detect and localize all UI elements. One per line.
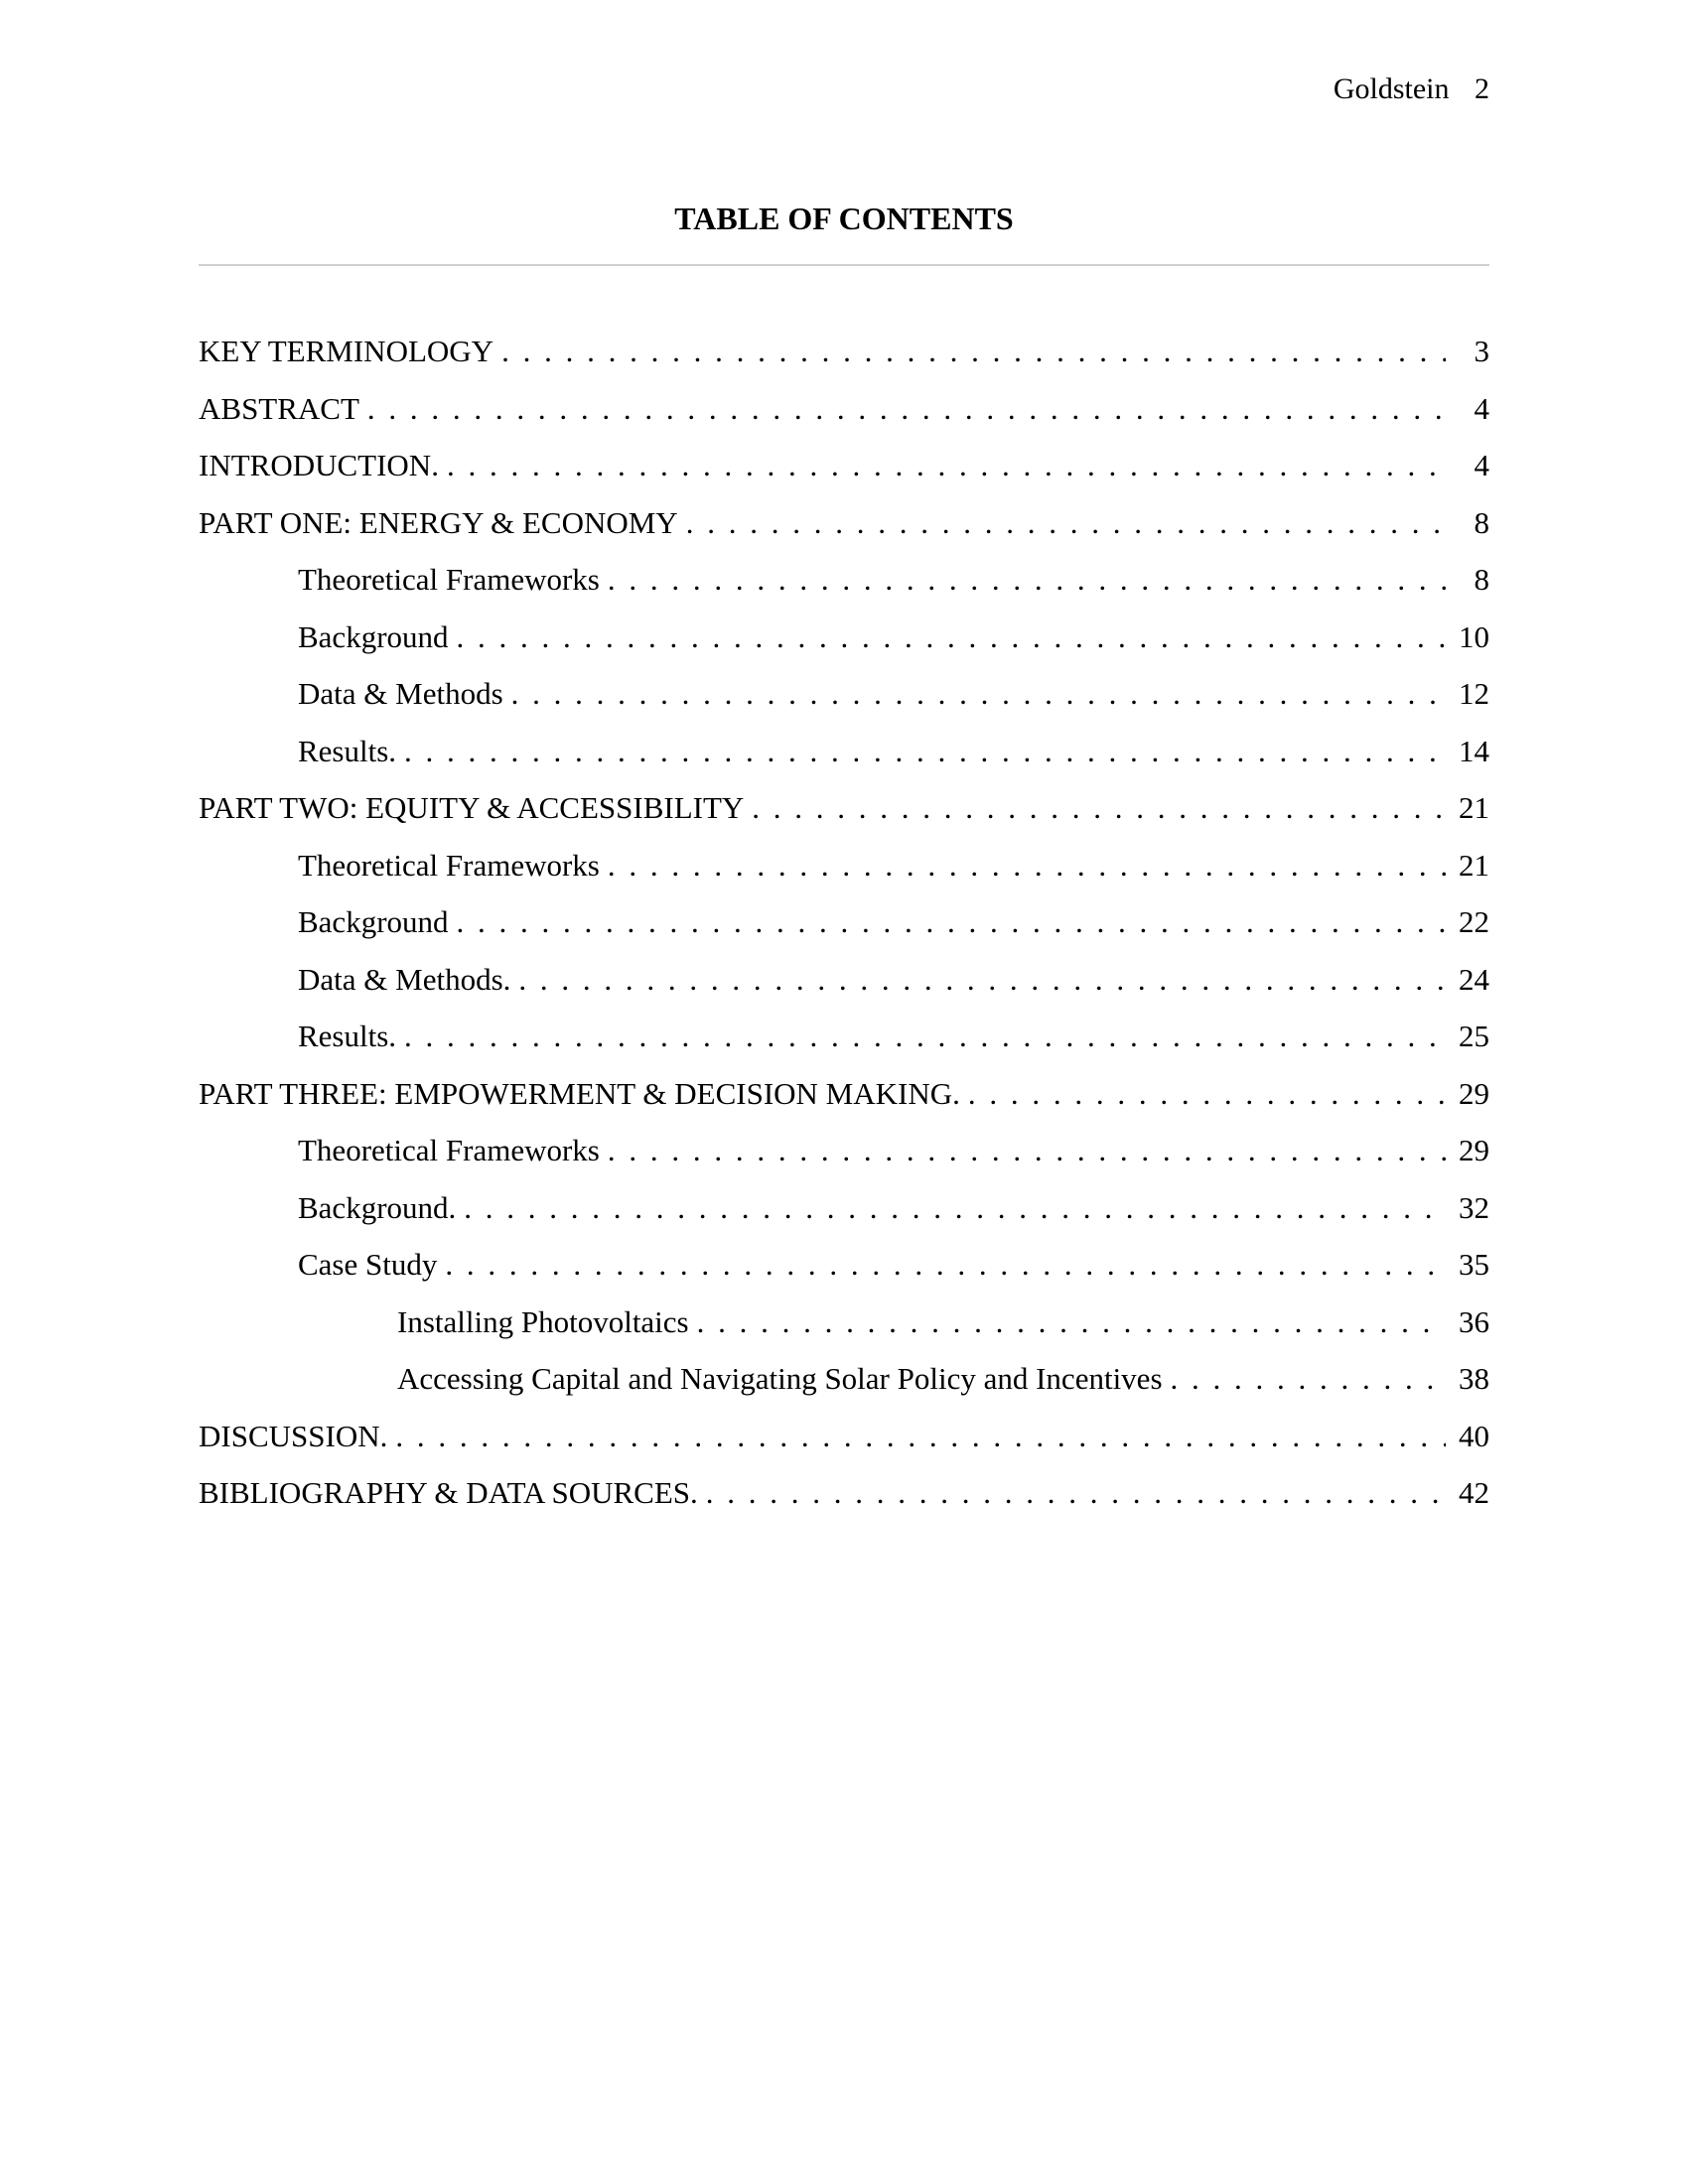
toc-list	[199, 330, 1489, 1529]
toc-entry-page: 29	[1459, 1075, 1489, 1111]
toc-entry-label: PART ONE: ENERGY & ECONOMY	[199, 504, 678, 540]
toc-entry[interactable]	[199, 786, 1489, 844]
toc-entry[interactable]	[199, 1243, 1489, 1300]
toc-entry-label: Theoretical Frameworks	[298, 562, 600, 597]
toc-entry-page: 22	[1459, 904, 1489, 939]
toc-entry[interactable]	[199, 1357, 1489, 1415]
toc-entry-label: Theoretical Frameworks	[298, 1133, 600, 1167]
toc-entry-page: 10	[1459, 618, 1489, 654]
toc-entry-page: 38	[1459, 1361, 1489, 1396]
page-header	[199, 69, 1489, 109]
toc-entry[interactable]	[199, 900, 1489, 958]
dot-leader	[449, 900, 1446, 944]
dot-leader	[437, 1243, 1446, 1287]
dot-leader	[493, 330, 1446, 373]
toc-entry-page: 3	[1474, 334, 1489, 368]
toc-entry-page: 12	[1459, 676, 1489, 711]
toc-entry-label: Data & Methods.	[298, 961, 511, 997]
dot-leader	[456, 1186, 1446, 1230]
toc-entry[interactable]	[199, 1015, 1489, 1072]
toc-entry[interactable]	[199, 444, 1489, 501]
toc-entry-label: Accessing Capital and Navigating Solar Policy and Incentives	[397, 1361, 1163, 1396]
dot-leader	[510, 958, 1446, 1002]
toc-entry-page: 25	[1459, 1019, 1489, 1053]
toc-entry[interactable]	[199, 1072, 1489, 1130]
toc-entry-label: Case Study	[298, 1247, 438, 1282]
header-author: Goldstein	[1333, 72, 1450, 105]
toc-entry-page: 21	[1459, 790, 1489, 825]
toc-entry-label: DISCUSSION.	[199, 1418, 388, 1453]
toc-title: TABLE OF CONTENTS	[674, 201, 1014, 236]
toc-entry-page: 4	[1474, 448, 1489, 482]
dot-leader	[744, 786, 1446, 830]
dot-leader	[960, 1072, 1446, 1116]
dot-leader	[600, 844, 1446, 887]
dot-leader	[689, 1300, 1446, 1344]
dot-leader	[449, 615, 1446, 659]
toc-entry-page: 40	[1459, 1418, 1489, 1453]
toc-entry-label: ABSTRACT	[199, 390, 359, 426]
title-divider	[199, 264, 1489, 266]
dot-leader	[396, 1015, 1446, 1058]
toc-entry-page: 35	[1459, 1247, 1489, 1282]
toc-entry-page: 24	[1459, 961, 1489, 997]
toc-entry[interactable]	[199, 330, 1489, 387]
toc-entry[interactable]	[199, 1300, 1489, 1358]
toc-entry-page: 32	[1459, 1189, 1489, 1225]
toc-entry-page: 14	[1459, 733, 1489, 768]
toc-entry-label: PART THREE: EMPOWERMENT & DECISION MAKING.	[199, 1075, 960, 1111]
toc-entry[interactable]	[199, 615, 1489, 673]
dot-leader	[600, 558, 1446, 602]
toc-entry-page: 29	[1459, 1133, 1489, 1167]
toc-entry-label: Background	[298, 618, 449, 654]
toc-entry-label: Background	[298, 904, 449, 939]
dot-leader	[600, 1129, 1446, 1172]
toc-entry[interactable]	[199, 672, 1489, 730]
toc-entry-label: Background.	[298, 1189, 457, 1225]
toc-entry-label: INTRODUCTION.	[199, 448, 439, 482]
toc-entry-label: Installing Photovoltaics	[397, 1303, 689, 1339]
toc-entry[interactable]	[199, 1186, 1489, 1244]
toc-entry-label: Results.	[298, 1019, 397, 1053]
header-page-number: 2	[1475, 72, 1489, 105]
toc-entry-page: 21	[1459, 847, 1489, 883]
dot-leader	[387, 1415, 1446, 1458]
toc-entry[interactable]	[199, 1129, 1489, 1186]
toc-entry[interactable]	[199, 730, 1489, 787]
dot-leader	[698, 1471, 1446, 1515]
dot-leader	[678, 501, 1446, 545]
toc-entry[interactable]	[199, 1471, 1489, 1529]
toc-entry[interactable]	[199, 844, 1489, 901]
toc-entry-label: KEY TERMINOLOGY	[199, 334, 494, 368]
toc-entry-label: BIBLIOGRAPHY & DATA SOURCES.	[199, 1475, 698, 1510]
toc-entry[interactable]	[199, 387, 1489, 445]
toc-entry[interactable]	[199, 958, 1489, 1016]
toc-entry[interactable]	[199, 558, 1489, 615]
toc-entry-page: 42	[1459, 1475, 1489, 1510]
dot-leader	[396, 730, 1446, 773]
toc-entry[interactable]	[199, 501, 1489, 559]
toc-entry-label: Theoretical Frameworks	[298, 847, 600, 883]
toc-entry-label: Data & Methods	[298, 676, 503, 711]
toc-entry-label: PART TWO: EQUITY & ACCESSIBILITY	[199, 790, 745, 825]
toc-entry-label: Results.	[298, 733, 397, 768]
toc-entry-page: 8	[1474, 562, 1489, 597]
toc-entry-page: 4	[1474, 390, 1489, 426]
dot-leader	[503, 672, 1446, 716]
dot-leader	[439, 444, 1446, 487]
dot-leader	[359, 387, 1446, 431]
toc-entry[interactable]	[199, 1415, 1489, 1472]
dot-leader	[1163, 1357, 1446, 1401]
toc-entry-page: 36	[1459, 1303, 1489, 1339]
toc-entry-page: 8	[1474, 504, 1489, 540]
